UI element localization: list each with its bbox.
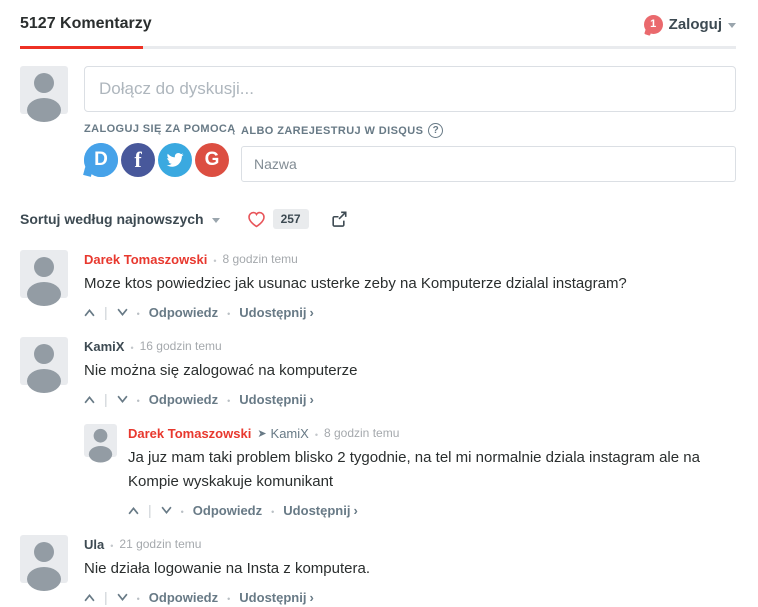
vote-divider: | [104,391,108,407]
downvote-button[interactable] [117,308,128,317]
favorites-count: 257 [273,209,309,229]
comment-input[interactable] [84,66,736,112]
comment-reply [84,424,736,520]
comment-text: Ja juz mam taki problem blisko 2 tygodnie, na tel mi normalnie dziala instagram ale na Kompie wyskakuje komunikant [128,449,700,490]
chevron-down-icon [728,23,736,28]
downvote-button[interactable] [117,395,128,404]
reply-arrow-icon: ➤ [257,427,267,440]
vote-divider: | [148,502,152,518]
comment-list [20,250,736,607]
comment-author[interactable]: Ula [84,536,105,552]
comment-text: Nie można się zalogować na komputerze [84,362,358,379]
comment-timestamp[interactable]: 16 godzin temu [139,339,222,353]
avatar [20,66,68,114]
avatar[interactable] [20,337,68,385]
reply-button[interactable]: Odpowiedz [148,304,219,320]
comment [20,535,736,607]
login-label[interactable]: Zaloguj [668,15,722,33]
share-button[interactable]: Udostępnij › [239,391,314,407]
comment-text: Nie działa logowanie na Insta z komputera. [84,560,370,577]
comment-timestamp[interactable]: 21 godzin temu [119,537,202,551]
comment [20,337,736,409]
comment-count: 5127 Komentarzy [20,15,152,32]
share-button[interactable]: Udostępnij › [239,304,314,320]
upvote-button[interactable] [84,395,95,404]
facebook-icon[interactable]: f [121,143,155,177]
parent-author-link[interactable]: ➤ KamiX [257,425,309,441]
downvote-button[interactable] [117,593,128,602]
twitter-icon[interactable] [158,143,192,177]
downvote-button[interactable] [161,506,172,515]
reply-button[interactable]: Odpowiedz [148,589,219,605]
comment-text: Moze ktos powiedziec jak usunac usterke zeby na Komputerze dzialal instagram? [84,275,627,292]
sort-label[interactable]: Sortuj według najnowszych [20,211,204,227]
sort-dropdown[interactable] [20,211,220,227]
tab-underline [20,46,736,49]
comment-author[interactable]: Darek Tomaszowski [84,251,208,267]
upvote-button[interactable] [128,506,139,515]
vote-divider: | [104,304,108,320]
share-button[interactable]: Udostępnij › [239,589,314,605]
comment-timestamp[interactable]: 8 godzin temu [222,252,298,266]
toolbar [20,208,736,230]
signin-row [84,123,736,182]
notification-badge-icon[interactable]: 1 [644,15,663,34]
register-label: ALBO ZAREJESTRUJ W DISQUS [241,124,424,137]
avatar[interactable] [20,250,68,298]
reply-button[interactable]: Odpowiedz [192,502,263,518]
share-thread-button[interactable] [330,211,347,228]
heart-icon[interactable] [247,211,266,228]
upvote-button[interactable] [84,308,95,317]
share-button[interactable]: Udostępnij › [283,502,358,518]
header [20,12,736,36]
google-icon[interactable]: G [195,143,229,177]
disqus-icon[interactable]: D [84,143,118,177]
upvote-button[interactable] [84,593,95,602]
vote-divider: | [104,589,108,605]
comment-composer [20,66,736,114]
comment-author[interactable]: Darek Tomaszowski [128,425,252,441]
avatar[interactable] [20,535,68,583]
comment-timestamp[interactable]: 8 godzin temu [323,426,400,440]
login-button[interactable] [644,15,736,34]
chevron-down-icon [212,218,220,223]
comment [20,250,736,322]
reply-button[interactable]: Odpowiedz [148,391,219,407]
share-icon [330,211,347,228]
login-with-label: ZALOGUJ SIĘ ZA POMOCĄ [84,123,236,135]
comment-author[interactable]: KamiX [84,338,125,354]
help-icon[interactable]: ? [428,123,443,138]
name-input[interactable] [241,146,736,182]
avatar[interactable] [84,424,117,457]
